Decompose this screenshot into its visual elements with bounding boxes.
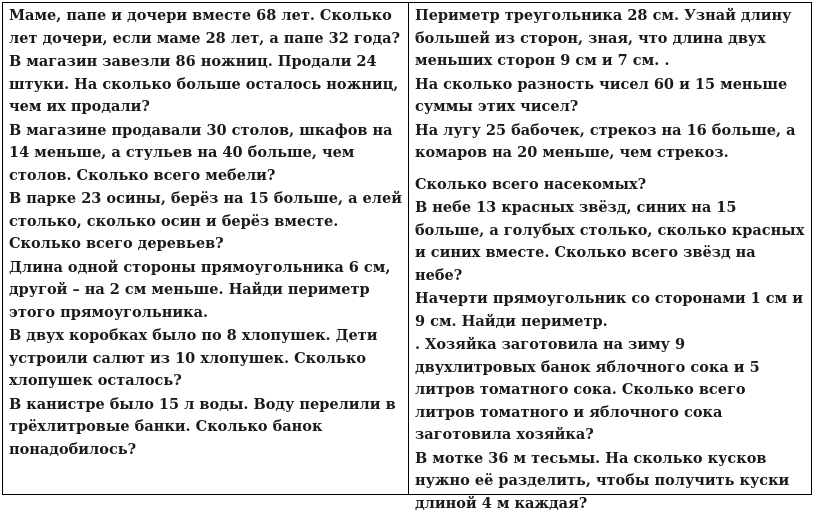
tasks-table bbox=[2, 2, 812, 512]
task-water-jars: В канистре было 15 л воды. Воду перелили в трёхлитровые банки. Сколько банок понадобилось? bbox=[9, 395, 396, 458]
task-meadow-insects: На лугу 25 бабочек, стрекоз на 16 больше, а комаров на 20 меньше, чем стрекоз. bbox=[415, 121, 796, 161]
task-crackers: В двух коробках было по 8 хлопушек. Дети устроили салют из 10 хлопушек. Сколько хлопушек осталось? bbox=[9, 327, 378, 389]
task-scissors: В магазин завезли 86 ножниц. Продали 24 штуки. На сколько больше осталось ножниц, чем их продали? bbox=[9, 53, 399, 115]
task-stars: В небе 13 красных звёзд, синих на 15 больше, а голубых столько, сколько красных и синих вместе. Сколько всего звёзд на небе? bbox=[415, 199, 805, 284]
task-rectangle-perimeter: Длина одной стороны прямоугольника 6 см, другой – на 2 см меньше. Найди периметр этого прямоугольника. bbox=[9, 258, 391, 321]
task-family-ages: Маме, папе и дочери вместе 68 лет. Сколько лет дочери, если маме 28 лет, а папе 32 года? bbox=[9, 7, 401, 47]
left-column bbox=[3, 3, 409, 494]
task-trees: В парке 23 осины, берёз на 15 больше, а елей столько, сколько осин и берёз вместе. Сколько всего деревьев? bbox=[9, 190, 402, 252]
task-insects-question: Сколько всего насекомых? bbox=[415, 175, 647, 193]
task-triangle-perimeter: Периметр треугольника 28 см. Узнай длину большей из сторон, зная, что длина двух меньших сторон 9 см и 7 см. . bbox=[415, 7, 792, 69]
task-draw-rectangle: Начерти прямоугольник со сторонами 1 см и 9 см. Найди периметр. bbox=[415, 290, 803, 330]
right-column bbox=[409, 3, 811, 512]
task-ribbon: В мотке 36 м тесьмы. На сколько кусков нужно её разделить, чтобы получить куски длиной 4 м каждая? bbox=[415, 449, 790, 512]
task-juice: . Хозяйка заготовила на зиму 9 двухлитровых банок яблочного сока и 5 литров томатного сока. Сколько всего литров томатного и яблочного сока заготовила хозяйка? bbox=[415, 336, 760, 443]
task-furniture: В магазине продавали 30 столов, шкафов на 14 меньше, а стульев на 40 больше, чем столов. Сколько всего мебели? bbox=[9, 121, 393, 184]
task-difference-sum: На сколько разность чисел 60 и 15 меньше суммы этих чисел? bbox=[415, 75, 788, 115]
